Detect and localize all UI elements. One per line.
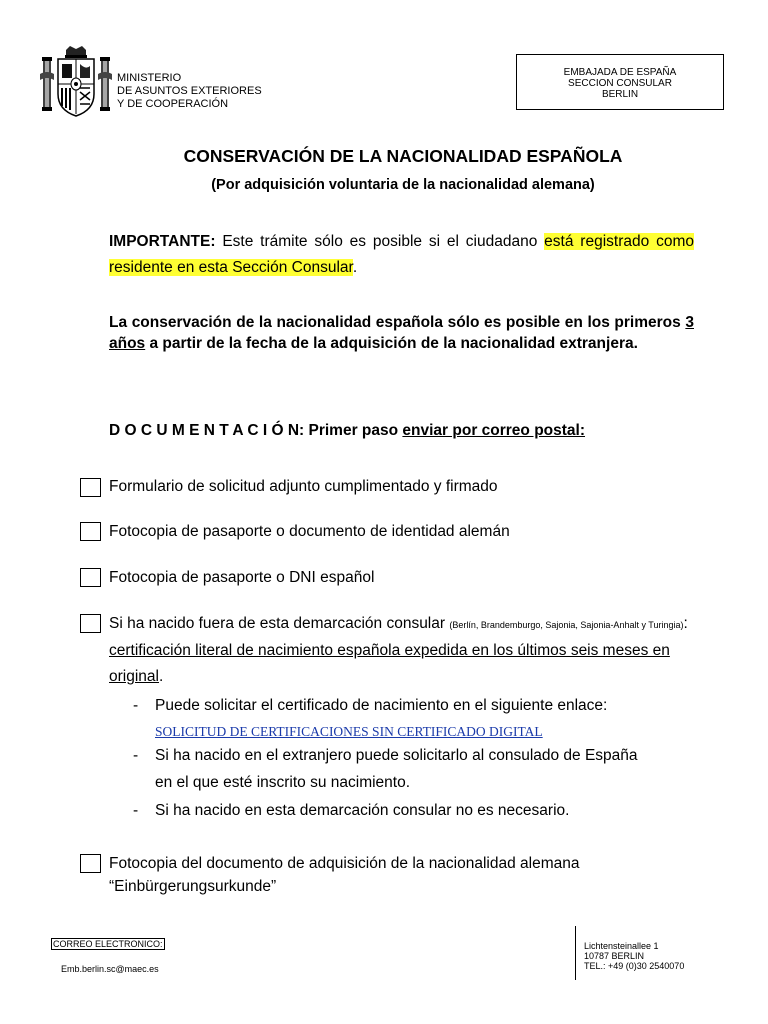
conservation-text-2: a partir de la fecha de la adquisición de la nacionalidad extranjera. xyxy=(145,335,638,352)
ministry-name xyxy=(117,72,262,111)
bullet-text: Puede solicitar el certificado de nacimiento en el siguiente enlace: xyxy=(155,697,608,714)
german-passport-item-label: Fotocopia de pasaporte o documento de identidad alemán xyxy=(109,523,510,540)
naturalization-item xyxy=(109,851,699,900)
important-highlight: está registrado como residente en esta Sección Consular xyxy=(109,233,694,276)
birth-certificate-checkbox[interactable] xyxy=(80,614,101,633)
embassy-address xyxy=(584,941,684,971)
bullet-request-online xyxy=(133,692,693,719)
bullet-dash: - xyxy=(133,802,139,819)
document-subtitle: (Por adquisición voluntaria de la nacionalidad alemana) xyxy=(211,177,595,193)
embassy-box xyxy=(516,54,724,110)
ministry-line: MINISTERIO xyxy=(117,72,182,84)
bullet-text: Si ha nacido en esta demarcación consular no es necesario. xyxy=(155,802,570,819)
bullet-abroad-continued xyxy=(133,769,693,796)
address-line: TEL.: +49 (0)30 2540070 xyxy=(584,961,685,971)
documentation-text: Primer paso xyxy=(304,422,403,439)
embassy-line: BERLIN xyxy=(601,89,639,100)
bullet-text: en el que esté inscrito su nacimiento. xyxy=(155,774,411,791)
birth-colon: : xyxy=(683,615,688,632)
documentation-underlined: enviar por correo postal: xyxy=(402,422,586,439)
important-text: Este trámite sólo es posible si el ciudadano xyxy=(215,233,545,250)
documentation-label: D O C U M E N T A C I Ó N: xyxy=(109,422,305,439)
birth-certificate-requirement: certificación literal de nacimiento española expedida en los últimos seis meses en original xyxy=(109,642,670,685)
naturalization-checkbox[interactable] xyxy=(80,854,101,873)
bullet-dash: - xyxy=(133,747,139,764)
form-checkbox[interactable] xyxy=(80,478,101,497)
documentation-heading xyxy=(109,422,585,440)
bullet-dash: - xyxy=(133,697,139,714)
spanish-coat-of-arms-icon xyxy=(36,44,116,120)
embassy-line: SECCION CONSULAR xyxy=(568,78,672,89)
form-item-label: Formulario de solicitud adjunto cumplimentado y firmado xyxy=(109,478,498,495)
naturalization-term: “Einbürgerungsurkunde” xyxy=(109,878,277,895)
spanish-passport-item-label: Fotocopia de pasaporte o DNI español xyxy=(109,569,375,586)
bullet-abroad xyxy=(133,742,693,769)
naturalization-line: Fotocopia del documento de adquisición de la nacionalidad alemana xyxy=(109,855,580,872)
conservation-years: 3 años xyxy=(109,314,694,352)
bullet-link-row xyxy=(133,718,693,745)
german-passport-checkbox[interactable] xyxy=(80,522,101,541)
important-notice xyxy=(109,229,694,281)
birth-text: Si ha nacido fuera de esta demarcación consular xyxy=(109,615,450,632)
conservation-notice xyxy=(109,312,694,354)
address-line: 10787 BERLIN xyxy=(584,951,645,961)
bullet-text: Si ha nacido en el extranjero puede solicitarlo al consulado de España xyxy=(155,747,638,764)
important-end: . xyxy=(352,259,358,276)
embassy-line: EMBAJADA DE ESPAÑA xyxy=(563,67,677,78)
conservation-text-1: La conservación de la nacionalidad española sólo es posible en los primeros xyxy=(109,314,686,331)
spanish-passport-checkbox[interactable] xyxy=(80,568,101,587)
birth-end: . xyxy=(158,668,164,685)
certificates-link[interactable]: SOLICITUD DE CERTIFICACIONES SIN CERTIFICADO DIGITAL xyxy=(155,724,543,739)
bullet-in-district xyxy=(133,797,693,824)
footer-divider xyxy=(575,926,576,980)
ministry-line: DE ASUNTOS EXTERIORES xyxy=(117,85,262,97)
birth-regions: (Berlín, Brandemburgo, Sajonia, Sajonia-Anhalt y Turingia) xyxy=(449,620,684,630)
important-label: IMPORTANTE: xyxy=(109,233,216,250)
ministry-line: Y DE COOPERACIÓN xyxy=(117,98,229,110)
birth-certificate-item xyxy=(109,611,699,690)
email-label: CORREO ELECTRONICO: xyxy=(53,939,163,949)
email-address[interactable]: Emb.berlin.sc@maec.es xyxy=(61,964,159,974)
document-title: CONSERVACIÓN DE LA NACIONALIDAD ESPAÑOLA xyxy=(183,146,623,166)
address-line: Lichtensteinallee 1 xyxy=(584,941,659,951)
